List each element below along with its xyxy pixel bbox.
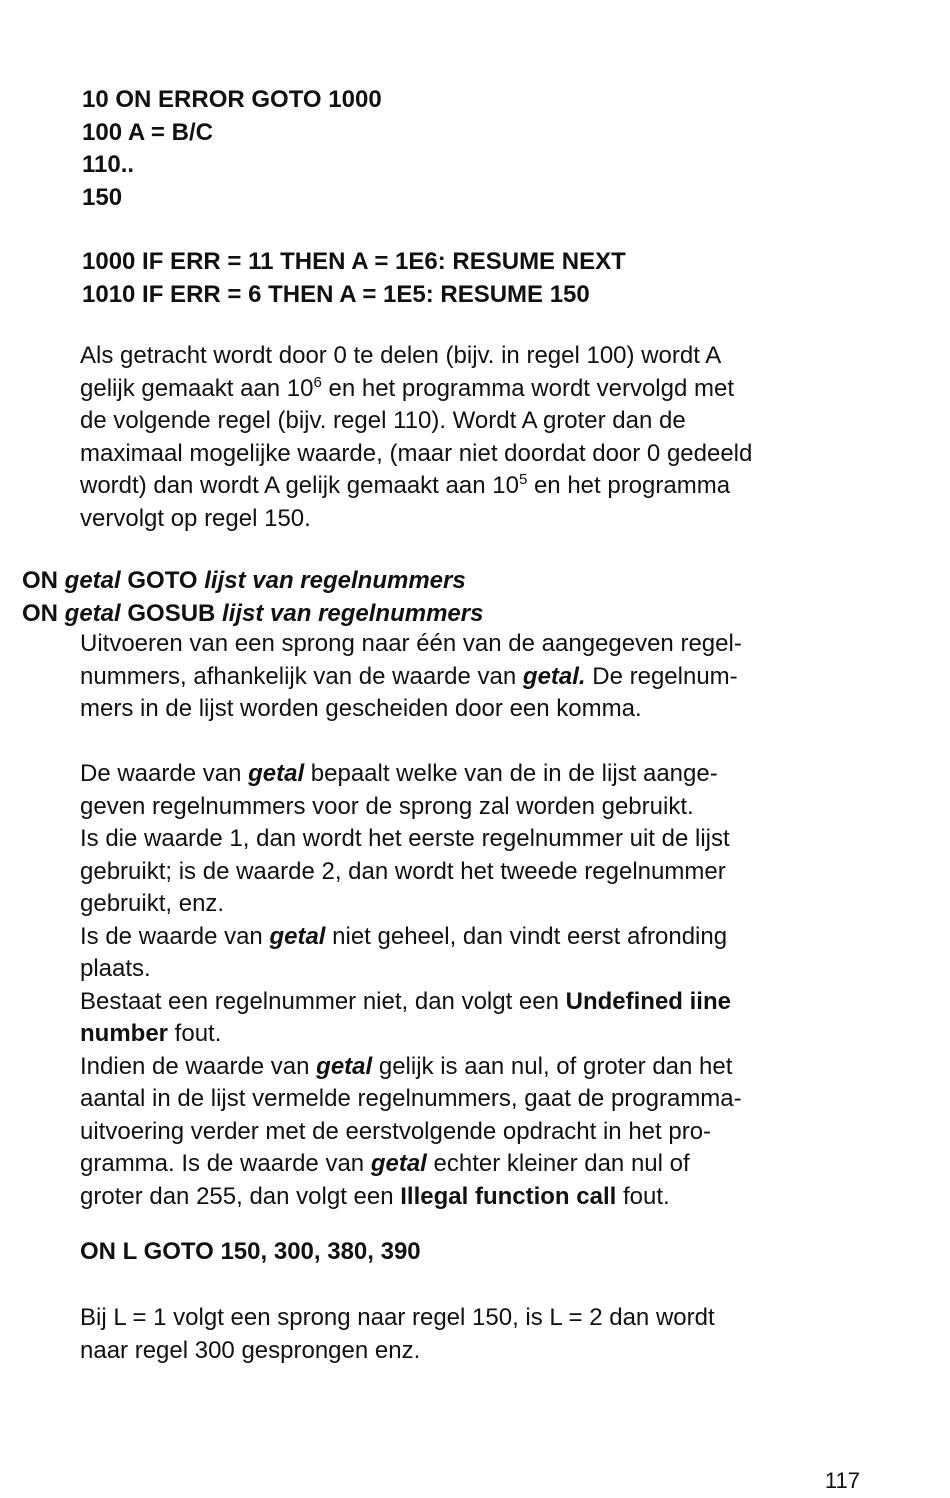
paragraph-description (80, 628, 880, 726)
error-name: Undefined iine (565, 987, 731, 1015)
text-line (80, 758, 880, 791)
heading-line-goto (22, 564, 483, 597)
text-fragment: gelijk gemaakt aan 10 (80, 374, 314, 402)
keyword: ON (22, 567, 65, 594)
text-line: geven regelnummers voor de sprong zal worden gebruikt. (80, 792, 694, 820)
text-fragment: en het programma wordt vervolgd met (321, 374, 735, 402)
text-line: gebruikt; is de waarde 2, dan wordt het tweede regelnummer (80, 857, 726, 885)
error-name: number (80, 1020, 169, 1047)
code-line: 110.. (82, 151, 135, 178)
text-line (80, 373, 880, 406)
text-fragment: nummers, afhankelijk van de waarde van (80, 662, 523, 690)
text-line (80, 1018, 880, 1051)
keyword: GOTO (120, 567, 205, 594)
variable: getal (370, 1150, 427, 1177)
text-fragment: wordt) dan wordt A gelijk gemaakt aan 10 (80, 472, 519, 499)
superscript: 6 (313, 373, 322, 391)
variable: getal (316, 1052, 373, 1080)
code-line: ON L GOTO 150, 300, 380, 390 (80, 1238, 421, 1265)
text-fragment: fout. (616, 1182, 670, 1210)
text-line: plaats. (80, 955, 151, 982)
text-line: de volgende regel (bijv. regel 110). Wordt A groter dan de (80, 407, 686, 434)
text-fragment: niet geheel, dan vindt eerst afronding (325, 922, 728, 950)
text-line: Uitvoeren van een sprong naar één van de aangegeven regel- (80, 630, 742, 657)
text-line (80, 470, 880, 503)
code-line: 1010 IF ERR = 6 THEN A = 1E5: RESUME 150 (82, 280, 590, 308)
text-line: naar regel 300 gesprongen enz. (80, 1336, 421, 1364)
text-fragment: De waarde van (80, 760, 249, 787)
variable: getal (64, 600, 121, 627)
text-line (80, 1181, 880, 1214)
text-line: aantal in de lijst vermelde regelnummers, gaat de programma- (80, 1085, 742, 1112)
text-fragment: Indien de waarde van (80, 1052, 317, 1080)
text-fragment: gelijk is aan nul, of groter dan het (372, 1052, 733, 1080)
text-line: Is die waarde 1, dan wordt het eerste regelnummer uit de lijst (80, 825, 730, 852)
text-fragment: Is de waarde van (80, 922, 270, 950)
variable: getal (248, 760, 305, 787)
paragraph-example-explanation (80, 1302, 880, 1367)
variable: getal (269, 922, 326, 950)
text-line: uitvoering verder met de eerstvolgende opdracht in het pro- (80, 1117, 712, 1145)
variable: getal (64, 567, 121, 594)
code-line: 10 ON ERROR GOTO 1000 (82, 86, 382, 113)
text-line (80, 661, 880, 694)
keyword: ON (22, 600, 65, 627)
heading-line-gosub (22, 597, 483, 630)
argument: lijst van regelnummers (222, 600, 484, 627)
variable: getal. (522, 662, 586, 690)
keyword: GOSUB (120, 600, 223, 627)
code-line: 150 (82, 183, 123, 211)
example-code (80, 1236, 421, 1269)
text-fragment: De regelnum- (585, 662, 738, 690)
code-line: 100 A = B/C (82, 118, 213, 146)
text-line: mers in de lijst worden gescheiden door een komma. (80, 695, 642, 722)
text-line (80, 1051, 880, 1084)
paragraph-error-explanation (80, 340, 880, 535)
page-number: 117 (824, 1468, 860, 1493)
error-name: Illegal function call (400, 1182, 617, 1210)
code-line: 1000 IF ERR = 11 THEN A = 1E6: RESUME NEXT (82, 248, 626, 275)
text-line: maximaal mogelijke waarde, (maar niet doordat door 0 gedeeld (80, 439, 753, 467)
text-fragment: echter kleiner dan nul of (426, 1150, 690, 1177)
code-block-error-handler (82, 84, 382, 214)
text-fragment: Bestaat een regelnummer niet, dan volgt een (80, 987, 566, 1015)
code-block-error-routine (82, 246, 626, 311)
text-fragment: gramma. Is de waarde van (80, 1150, 371, 1177)
paragraph-details (80, 758, 880, 1213)
text-fragment: groter dan 255, dan volgt een (80, 1182, 401, 1210)
text-fragment: en het programma (527, 472, 731, 499)
text-line (80, 1148, 880, 1181)
section-heading-on-goto-gosub (22, 564, 483, 630)
argument: lijst van regelnummers (204, 567, 466, 594)
text-line (80, 986, 880, 1019)
text-fragment: bepaalt welke van de in de lijst aange- (304, 760, 718, 787)
text-line (80, 921, 880, 954)
text-fragment: fout. (168, 1020, 222, 1047)
text-line: gebruikt, enz. (80, 890, 225, 917)
text-line: Als getracht wordt door 0 te delen (bijv. in regel 100) wordt A (80, 342, 722, 369)
text-line: Bij L = 1 volgt een sprong naar regel 150, is L = 2 dan wordt (80, 1304, 715, 1331)
superscript: 5 (518, 471, 528, 488)
text-line: vervolgt op regel 150. (80, 504, 311, 532)
